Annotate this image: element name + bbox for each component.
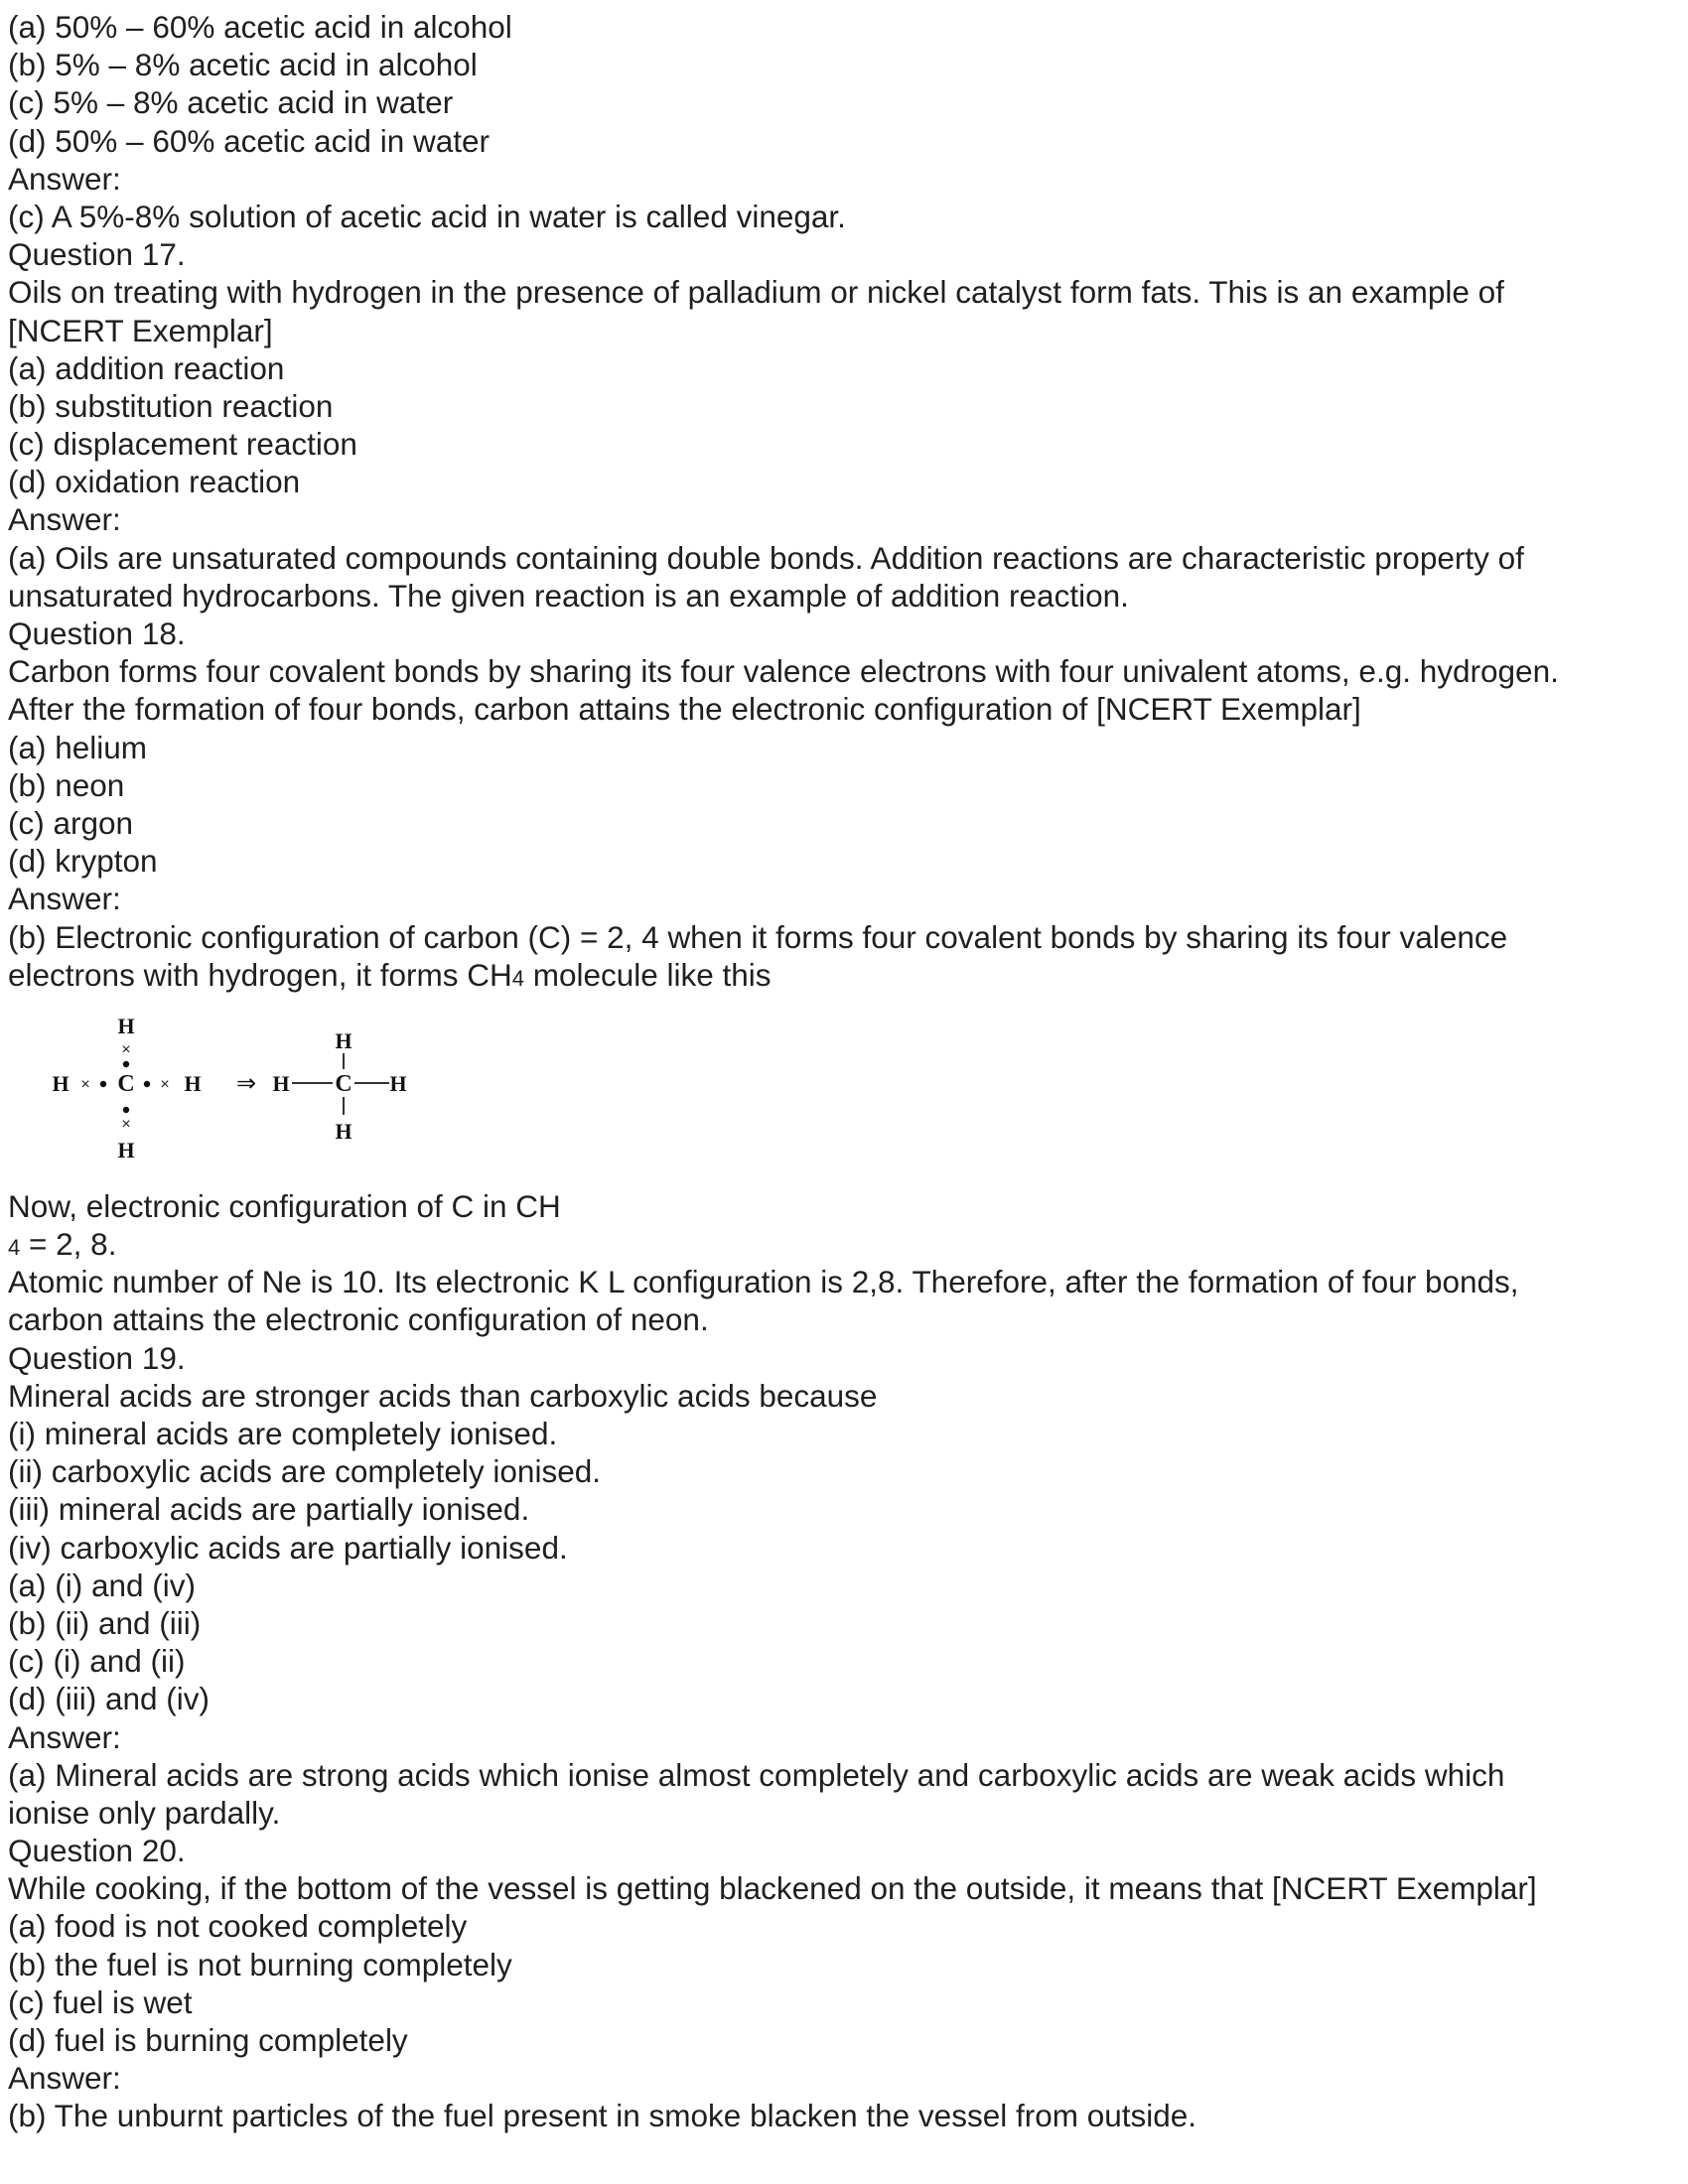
answer-text-part: electrons with hydrogen, it forms CH: [8, 956, 512, 993]
atom-h-bottom: H: [335, 1118, 352, 1144]
option-d: (d) 50% – 60% acetic acid in water: [8, 122, 490, 159]
question-title: Question 18.: [8, 615, 186, 651]
answer-text: (c) A 5%-8% solution of acetic acid in water is called vinegar.: [8, 198, 846, 234]
atom-h-right: H: [389, 1070, 407, 1096]
question-text: Mineral acids are stronger acids than carboxylic acids because: [8, 1377, 878, 1414]
option-b: (b) the fuel is not burning completely: [8, 1946, 512, 1982]
shared-electron: ×: [80, 1075, 90, 1093]
question-text: While cooking, if the bottom of the vessel is getting blackened on the outside, it means that [NCERT Exemplar]: [8, 1870, 1537, 1907]
option-d: (d) fuel is burning completely: [8, 2022, 408, 2058]
question-text: [NCERT Exemplar]: [8, 312, 273, 348]
shared-electron: ×: [160, 1075, 170, 1093]
own-electron-dot: [100, 1081, 106, 1087]
question-title: Question 19.: [8, 1339, 186, 1376]
atom-c: C: [117, 1070, 135, 1097]
option-d: (d) oxidation reaction: [8, 464, 301, 500]
question-title: Question 20.: [8, 1833, 186, 1869]
explanation-text: Atomic number of Ne is 10. Its electronic K L configuration is 2,8. Therefore, after the formation of four bonds,: [8, 1264, 1519, 1300]
option-a: (a) helium: [8, 729, 148, 765]
question-title: Question 17.: [8, 236, 186, 273]
statement-i: (i) mineral acids are completely ionised.: [8, 1416, 558, 1451]
option-c: (c) displacement reaction: [8, 426, 357, 463]
answer-label: Answer:: [8, 501, 121, 538]
explanation-text: [8, 1225, 1681, 1263]
atom-h-top: H: [335, 1027, 352, 1053]
option-d: (d) (iii) and (iv): [8, 1681, 211, 1717]
explanation-text: Now, electronic configuration of C in CH: [8, 1187, 561, 1224]
answer-text: (a) Oils are unsaturated compounds containing double bonds. Addition reactions are characteristic property of: [8, 539, 1524, 576]
answer-label: Answer:: [8, 2060, 121, 2097]
answer-text: (b) The unburnt particles of the fuel present in smoke blacken the vessel from outside.: [8, 2098, 1197, 2134]
shared-electron: ×: [121, 1040, 131, 1058]
shared-electron: ×: [121, 1115, 131, 1133]
statement-iii: (iii) mineral acids are partially ionised.: [8, 1491, 530, 1528]
option-a: (a) food is not cooked completely: [8, 1908, 468, 1945]
question-text: After the formation of four bonds, carbon attains the electronic configuration of [NCERT Exemplar]: [8, 691, 1361, 728]
option-c: (c) fuel is wet: [8, 1983, 193, 2020]
option-b: (b) neon: [8, 766, 125, 803]
answer-label: Answer:: [8, 160, 121, 197]
answer-text: unsaturated hydrocarbons. The given reaction is an example of addition reaction.: [8, 577, 1129, 614]
answer-text: [8, 956, 1681, 994]
explanation-text: carbon attains the electronic configuration of neon.: [8, 1301, 709, 1338]
option-a: (a) 50% – 60% acetic acid in alcohol: [8, 9, 512, 45]
document-page: [8, 8, 1681, 2135]
own-electron-dot: [123, 1061, 129, 1067]
option-b: (b) (ii) and (iii): [8, 1604, 202, 1641]
option-a: (a) addition reaction: [8, 349, 285, 386]
answer-text: (b) Electronic configuration of carbon (C) = 2, 4 when it forms four covalent bonds by sharing its four valence: [8, 918, 1508, 955]
option-b: (b) substitution reaction: [8, 387, 334, 424]
atom-c: C: [335, 1070, 352, 1097]
implies-arrow-icon: ⇒: [235, 1069, 257, 1097]
answer-label: Answer:: [8, 1718, 121, 1755]
question-text: Carbon forms four covalent bonds by sharing its four valence electrons with four univalent atoms, e.g. hydrogen.: [8, 653, 1559, 690]
option-c: (c) (i) and (ii): [8, 1643, 186, 1680]
methane-bond-diagram: [8, 994, 425, 1187]
own-electron-dot: [144, 1081, 150, 1087]
answer-text: (a) Mineral acids are strong acids which ionise almost completely and carboxylic acids are weak acids which: [8, 1756, 1505, 1793]
atom-h-top: H: [117, 1013, 135, 1038]
answer-text-part: molecule like this: [523, 956, 772, 993]
atom-h-left: H: [272, 1070, 290, 1096]
answer-label: Answer:: [8, 881, 121, 917]
atom-h-bottom: H: [117, 1137, 135, 1162]
own-electron-dot: [123, 1107, 129, 1113]
option-b: (b) 5% – 8% acetic acid in alcohol: [8, 47, 478, 83]
atom-h-right: H: [184, 1070, 202, 1096]
statement-iv: (iv) carboxylic acids are partially ionised.: [8, 1529, 568, 1566]
answer-text: ionise only pardally.: [8, 1794, 281, 1831]
subscript-4: 4: [8, 1235, 21, 1261]
structural-formula: [272, 1028, 406, 1144]
option-a: (a) (i) and (iv): [8, 1567, 197, 1603]
atom-h-left: H: [52, 1070, 70, 1096]
option-d: (d) krypton: [8, 843, 158, 880]
option-c: (c) 5% – 8% acetic acid in water: [8, 84, 454, 121]
statement-ii: (ii) carboxylic acids are completely ionised.: [8, 1453, 601, 1490]
subscript-4: 4: [511, 965, 524, 991]
question-text: Oils on treating with hydrogen in the presence of palladium or nickel catalyst form fats. This is an example of: [8, 274, 1504, 311]
electron-dot-structure: [52, 1014, 201, 1162]
option-c: (c) argon: [8, 804, 134, 841]
explanation-text-part: = 2, 8.: [20, 1226, 117, 1263]
